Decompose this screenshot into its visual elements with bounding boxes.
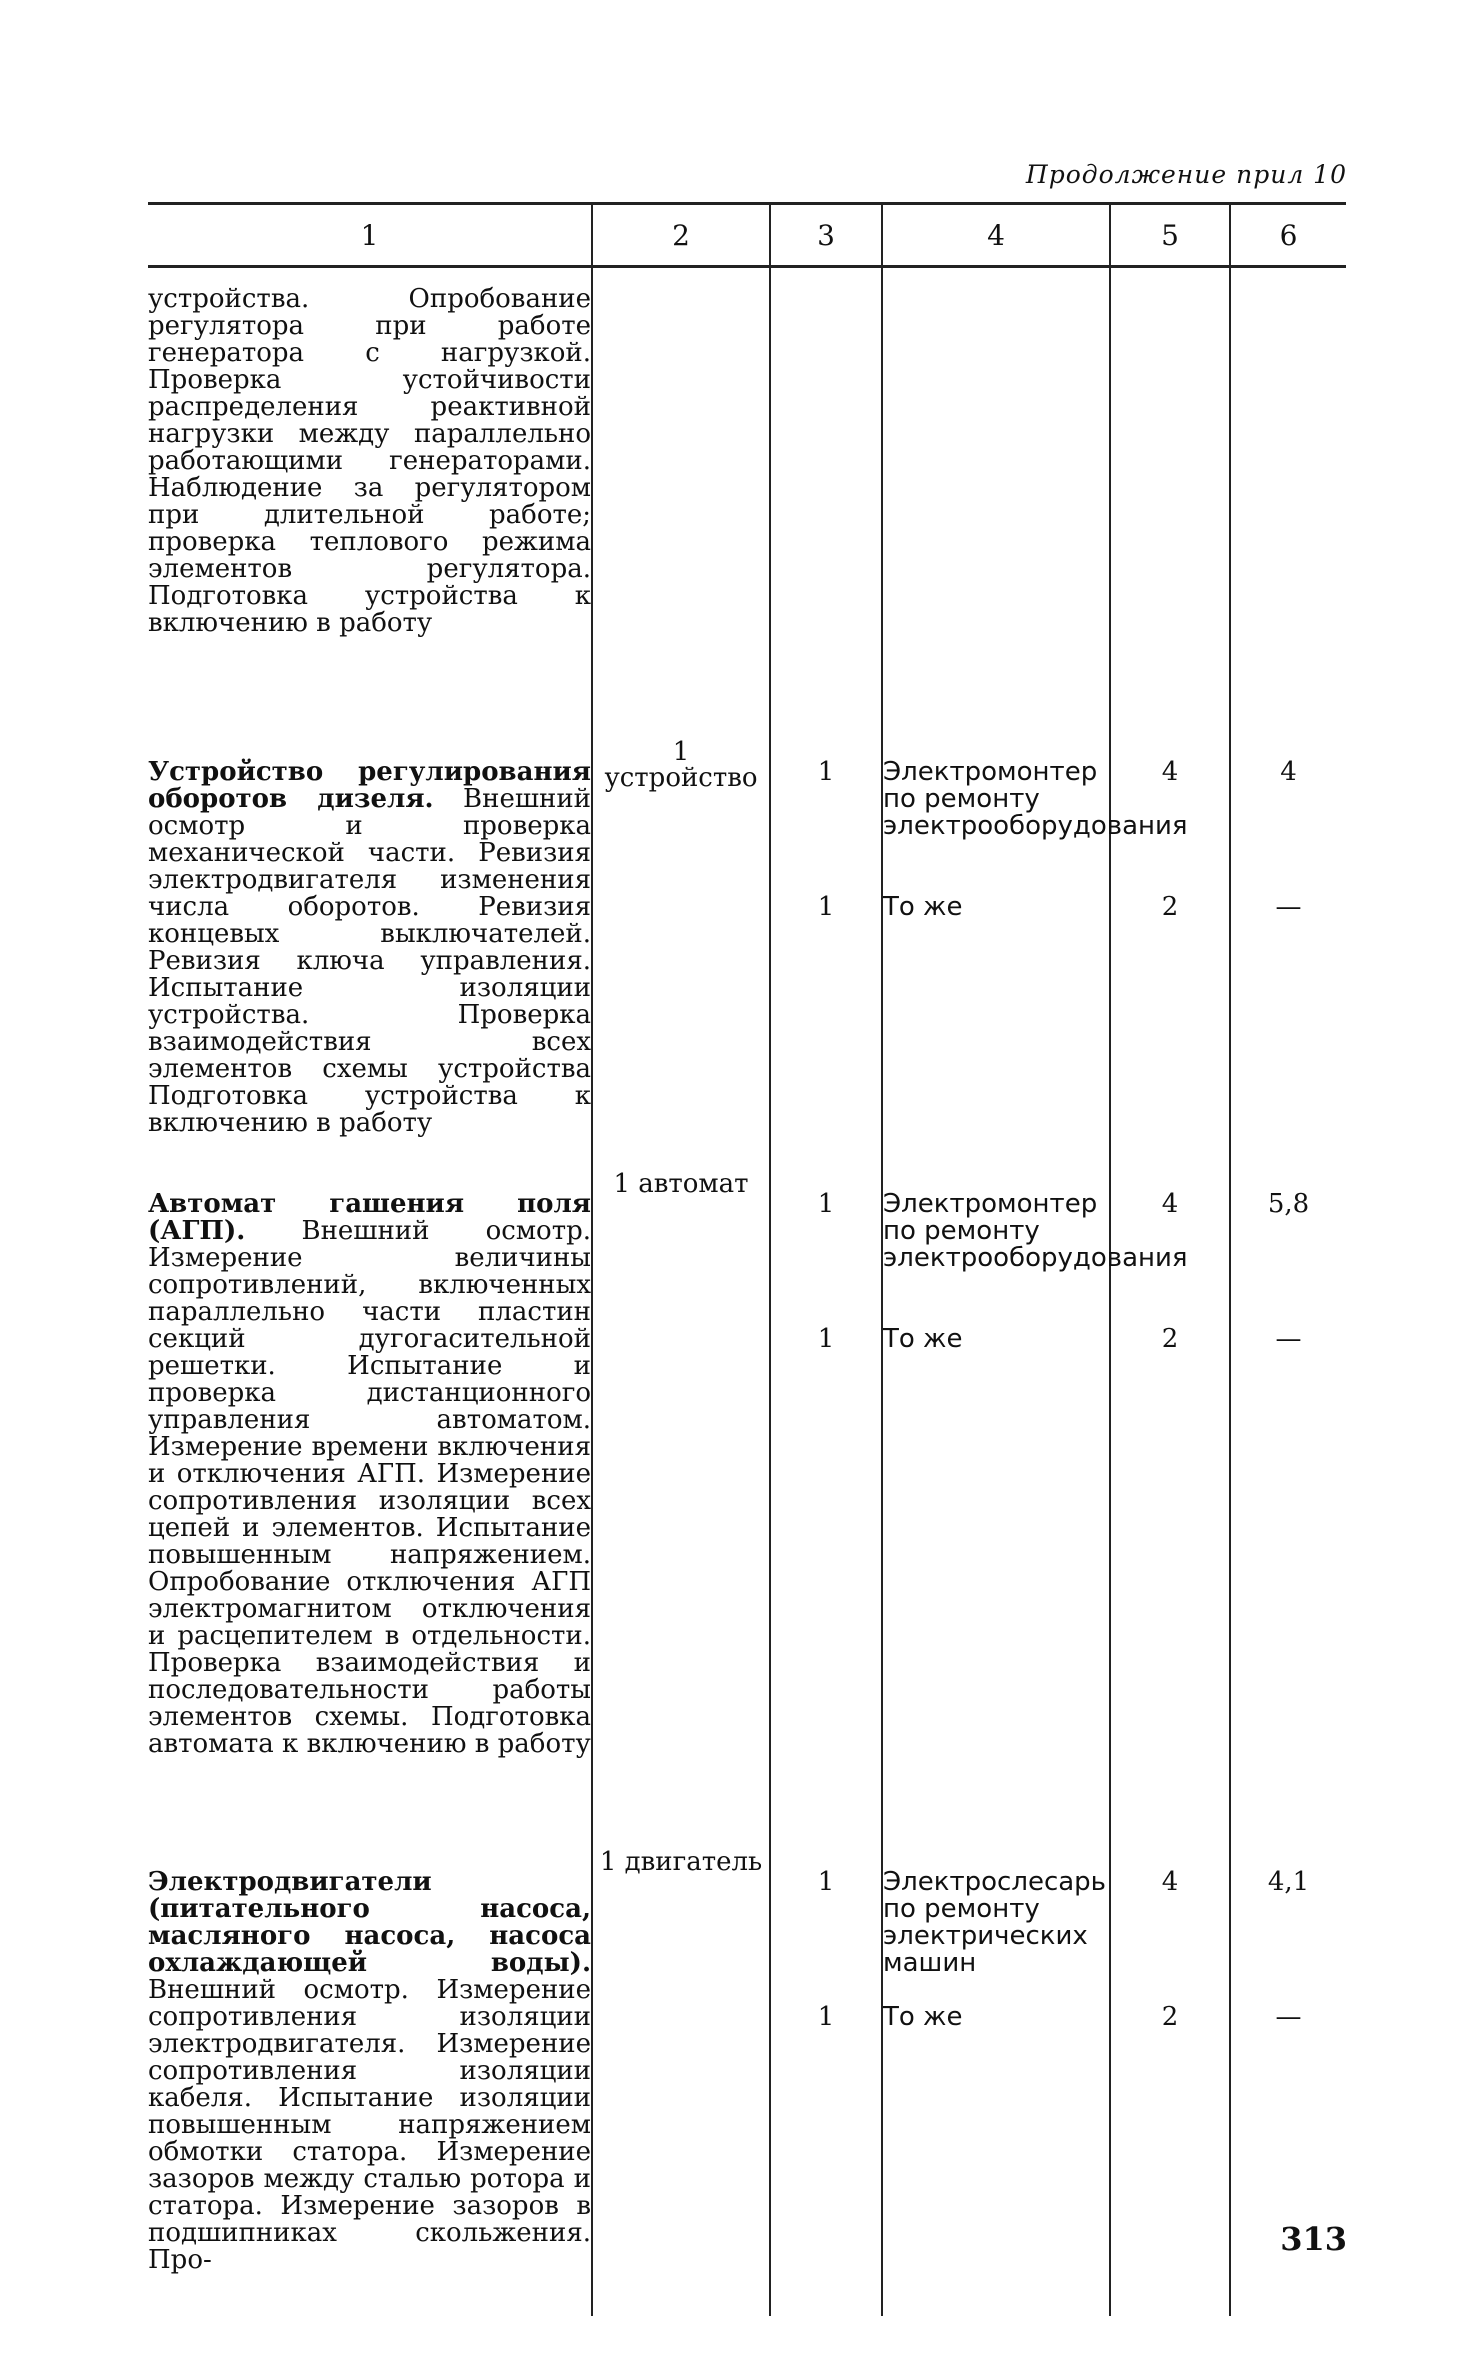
column-header-6: 6 [1230, 204, 1346, 267]
table-row [148, 1849, 1346, 2316]
row-text: Внешний осмотр и проверка механической части. Ревизия электродвигателя изменения числа оборотов. Ревизия концевых выключателей. Ревизия ключа управления. Испытание изоляции устройства. Проверка взаимодействия всех элементов схемы устройства Подготовка устройства к включению в работу [148, 784, 591, 1138]
entry-grade: 4 [1161, 1189, 1179, 1219]
table-row [148, 267, 1346, 740]
table-header-row [148, 204, 1346, 267]
row-title: Автомат гашения поля (АГП). [148, 1189, 591, 1246]
entry-grade: 4 [1161, 1867, 1179, 1897]
entry-time: — [1275, 1324, 1302, 1354]
row-description [148, 1869, 591, 2274]
entry-worker: Электромонтер по ремонту электрооборудования [883, 757, 1188, 841]
column-header-3: 3 [770, 204, 882, 267]
column-header-1: 1 [148, 204, 592, 267]
entry-worker: То же [883, 2002, 963, 2032]
entry-time: 4,1 [1267, 1867, 1310, 1897]
column-header-5: 5 [1110, 204, 1230, 267]
entry-time: 5,8 [1267, 1189, 1310, 1219]
table-row [148, 1171, 1346, 1849]
entry-count: 1 [817, 757, 835, 787]
row-description [148, 1191, 591, 1758]
entry-worker: Электрослесарь по ремонту электрических машин [883, 1867, 1106, 1978]
entry-count: 1 [817, 1867, 835, 1897]
entry-worker: Электромонтер по ремонту электрооборудования [883, 1189, 1188, 1273]
entry-count: 1 [817, 1189, 835, 1219]
entry-time: 4 [1280, 757, 1297, 787]
entry-grade: 2 [1161, 892, 1179, 922]
norms-table [148, 202, 1346, 2316]
column-header-4: 4 [882, 204, 1110, 267]
row-unit: 1 двигатель [599, 1847, 763, 1877]
entry-grade: 2 [1161, 1324, 1179, 1354]
entry-count: 1 [817, 2002, 835, 2032]
entry-count: 1 [817, 1324, 835, 1354]
table-row [148, 739, 1346, 1171]
entry-count: 1 [817, 892, 835, 922]
row-title: Устройство регулирования оборотов дизеля. [148, 757, 591, 814]
row-unit: 1 устройство [604, 737, 758, 793]
entry-worker: То же [883, 1324, 963, 1354]
row-unit: 1 автомат [613, 1169, 749, 1199]
entry-time: — [1275, 892, 1302, 922]
running-head: Продолжение прил 10 [1025, 160, 1347, 189]
intro-text: устройства. Опробование регулятора при работе генератора с нагрузкой. Проверка устойчивости распределения реактивной нагрузки между параллельно работающими генераторами. Наблюдение за регулятором при длительной работе; проверка теплового режима элементов регулятора. Подготовка устройства к включению в работу [148, 284, 591, 638]
entry-grade: 2 [1161, 2002, 1179, 2032]
entry-time: — [1275, 2002, 1302, 2032]
row-description [148, 759, 591, 1137]
row-title: Электродвигатели (питательного насоса, масляного насоса, насоса охлаждающей воды). [148, 1867, 591, 1978]
entry-grade: 4 [1161, 757, 1179, 787]
page-number: 313 [1280, 2220, 1347, 2258]
entry-worker: То же [883, 892, 963, 922]
row-text: Внешний осмотр. Измерение сопротивления изоляции электродвигателя. Измерение сопротивления изоляции кабеля. Испытание изоляции повышенным напряжением обмотки статора. Измерение зазоров между сталью ротора и статора. Измерение зазоров в подшипниках скольжения. Про- [148, 1975, 591, 2275]
row-text: Внешний осмотр. Измерение величины сопротивлений, включенных параллельно части пластин секций дугогасительной решетки. Испытание и проверка дистанционного управления автоматом. Измерение времени включения и отключения АГП. Измерение сопротивления изоляции всех цепей и элементов. Испытание повышенным напряжением. Опробование отключения АГП электромагнитом отключения и расцепителем в отдельности. Проверка взаимодействия и последовательности работы элементов схемы. Подготовка автомата к включению в работу [148, 1216, 591, 1759]
column-header-2: 2 [592, 204, 770, 267]
